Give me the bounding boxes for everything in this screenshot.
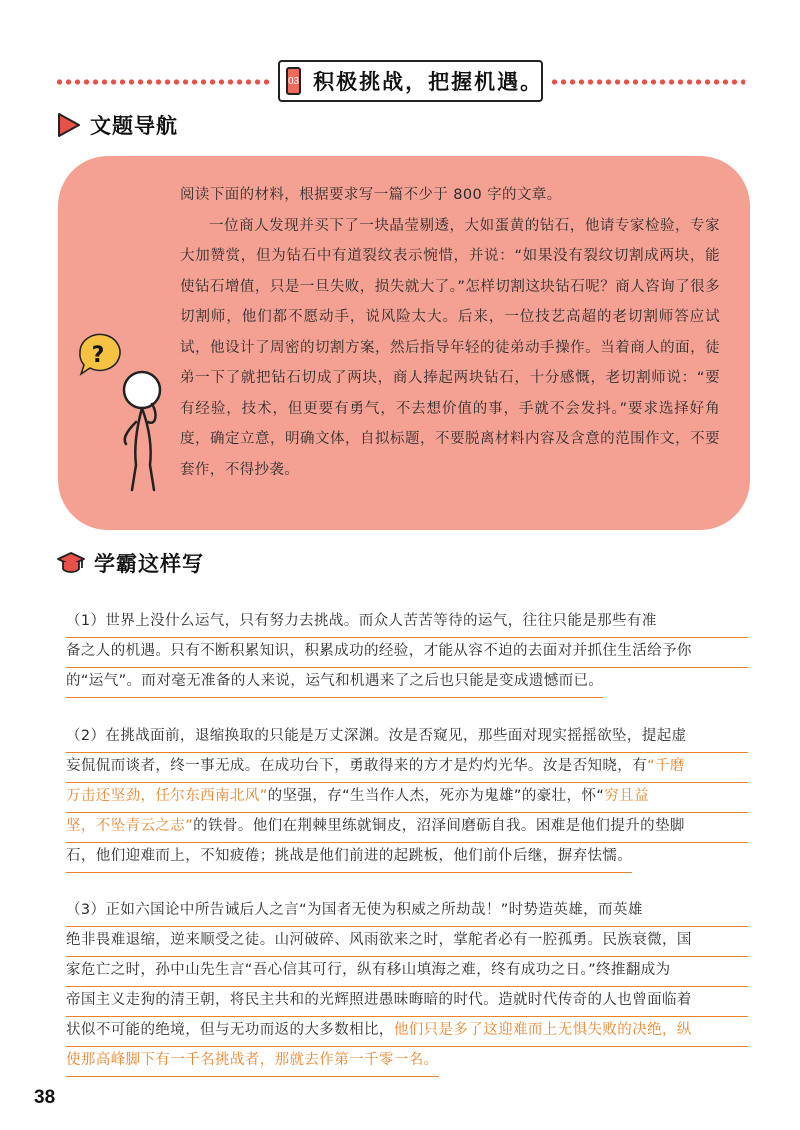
section-title-essay: 学霸这样写: [94, 551, 204, 576]
chapter-number-badge: 03: [286, 67, 301, 95]
essay-line: [66, 1047, 439, 1077]
essay-line: 备之人的机遇。只有不断积累知识，积累成功的经验，才能从容不迫的去面对并抓住生活给予你: [66, 638, 748, 668]
essay-paragraph-3: [66, 897, 748, 1081]
prompt-body: 一位商人发现并买下了一块晶莹剔透，大如蛋黄的钻石，他请专家检验，专家大加赞赏，但为钻石中有道裂纹表示惋惜，并说：“如果没有裂纹切割成两块，能使钻石增值，只是一旦失败，损失就大了。”怎样切割这块钻石呢？商人咨询了很多切割师，他们都不愿动手，说风险太大。后来，一位技艺高超的老切割师答应试试，他设计了周密的切割方案，然后指导年轻的徒弟动手操作。当着商人的面，徒弟一下了就把钻石切成了两块，商人捧起两块钻石，十分感慨，老切割师说：“要有经验，技术，但更要有勇气，不去想价值的事，手就不会发抖。”要求选择好角度，确定立意，明确文体，自拟标题，不要脱离材料内容及含意的范围作文，不要套作，不得抄袭。: [180, 217, 720, 478]
essay-line: 万击还坚劲，任尔东西南北风”的坚强，存“生当作人杰，死亦为鬼雄”的豪壮，怀“穷且益: [66, 783, 748, 813]
header-dotted-line-left: [55, 79, 270, 85]
essay-line: （3）正如六国论中所告诫后人之言“为国者无使为积威之所劫哉！”时势造英雄，而英雄: [66, 897, 748, 927]
page-number: 38: [34, 1087, 56, 1108]
header-dotted-line-right: [550, 79, 745, 85]
essay-paragraph-2: [66, 723, 748, 877]
essay-line: （1）世界上没什么运气，只有努力去挑战。而众人苦苦等待的运气，往往只能是那些有准: [66, 608, 748, 638]
quote-highlight: 万击还坚劲，任尔东西南北风”: [66, 788, 268, 804]
essay-line: 家危亡之时，孙中山先生言“吾心信其可行，纵有移山填海之难，终有成功之日。”终推翻成为: [66, 957, 748, 987]
essay-paragraph-1: [66, 608, 748, 702]
essay-line: （2）在挑战面前，退缩换取的只能是万丈深渊。汝是否窥见，那些面对现实摇摇欲坠，提起虚: [66, 723, 748, 753]
essay-line: 的“运气”。而对毫无准备的人来说，运气和机遇来了之后也只能是变成遗憾而已。: [66, 668, 603, 698]
play-icon: [56, 112, 82, 138]
essay-line: 石，他们迎难而上，不知疲倦；挑战是他们前进的起跳板，他们前仆后继，摒弃怯懦。: [66, 843, 632, 873]
quote-highlight: 他们只是多了这迎难而上无惧失败的决绝，纵: [393, 1022, 692, 1038]
quote-highlight: 坚，不坠青云之志”: [66, 818, 194, 834]
essay-line: 坚，不坠青云之志”的铁骨。他们在荆棘里练就铜皮，沼泽间磨砺自我。困难是他们提升的垫脚: [66, 813, 748, 843]
chapter-header: [278, 60, 543, 102]
essay-line: 妄侃侃而谈者，终一事无成。在成功台下，勇敢得来的方才是灼灼光华。汝是否知晓，有“千磨: [66, 753, 748, 783]
essay-line: 帝国主义走狗的清王朝，将民主共和的光辉照进愚昧晦暗的时代。造就时代传奇的人也曾面临着: [66, 987, 748, 1017]
prompt-intro: 阅读下面的材料，根据要求写一篇不少于 800 字的文章。: [180, 187, 562, 203]
section-heading-prompt: [56, 110, 178, 140]
graduation-cap-icon: [56, 550, 86, 576]
quote-highlight: 使那高峰脚下有一千名挑战者，那就去作第一千零一名。: [66, 1052, 439, 1068]
prompt-text: [180, 180, 720, 485]
quote-highlight: “千磨: [647, 758, 685, 774]
essay-line: 状似不可能的绝境，但与无功而返的大多数相比，他们只是多了这迎难而上无惧失败的决绝，纵: [66, 1017, 748, 1047]
section-heading-essay: [56, 548, 204, 578]
essay-line: 绝非畏难退缩，逆来顺受之徒。山河破碎、风雨欲来之时，掌舵者必有一腔孤勇。民族衰微，国: [66, 927, 748, 957]
section-title-prompt: 文题导航: [90, 113, 178, 138]
chapter-title: 积极挑战，把握机遇。: [313, 69, 544, 94]
thinking-figure-icon: [70, 330, 170, 500]
question-mark: ?: [91, 343, 105, 368]
quote-highlight: 穷且益: [604, 788, 649, 804]
